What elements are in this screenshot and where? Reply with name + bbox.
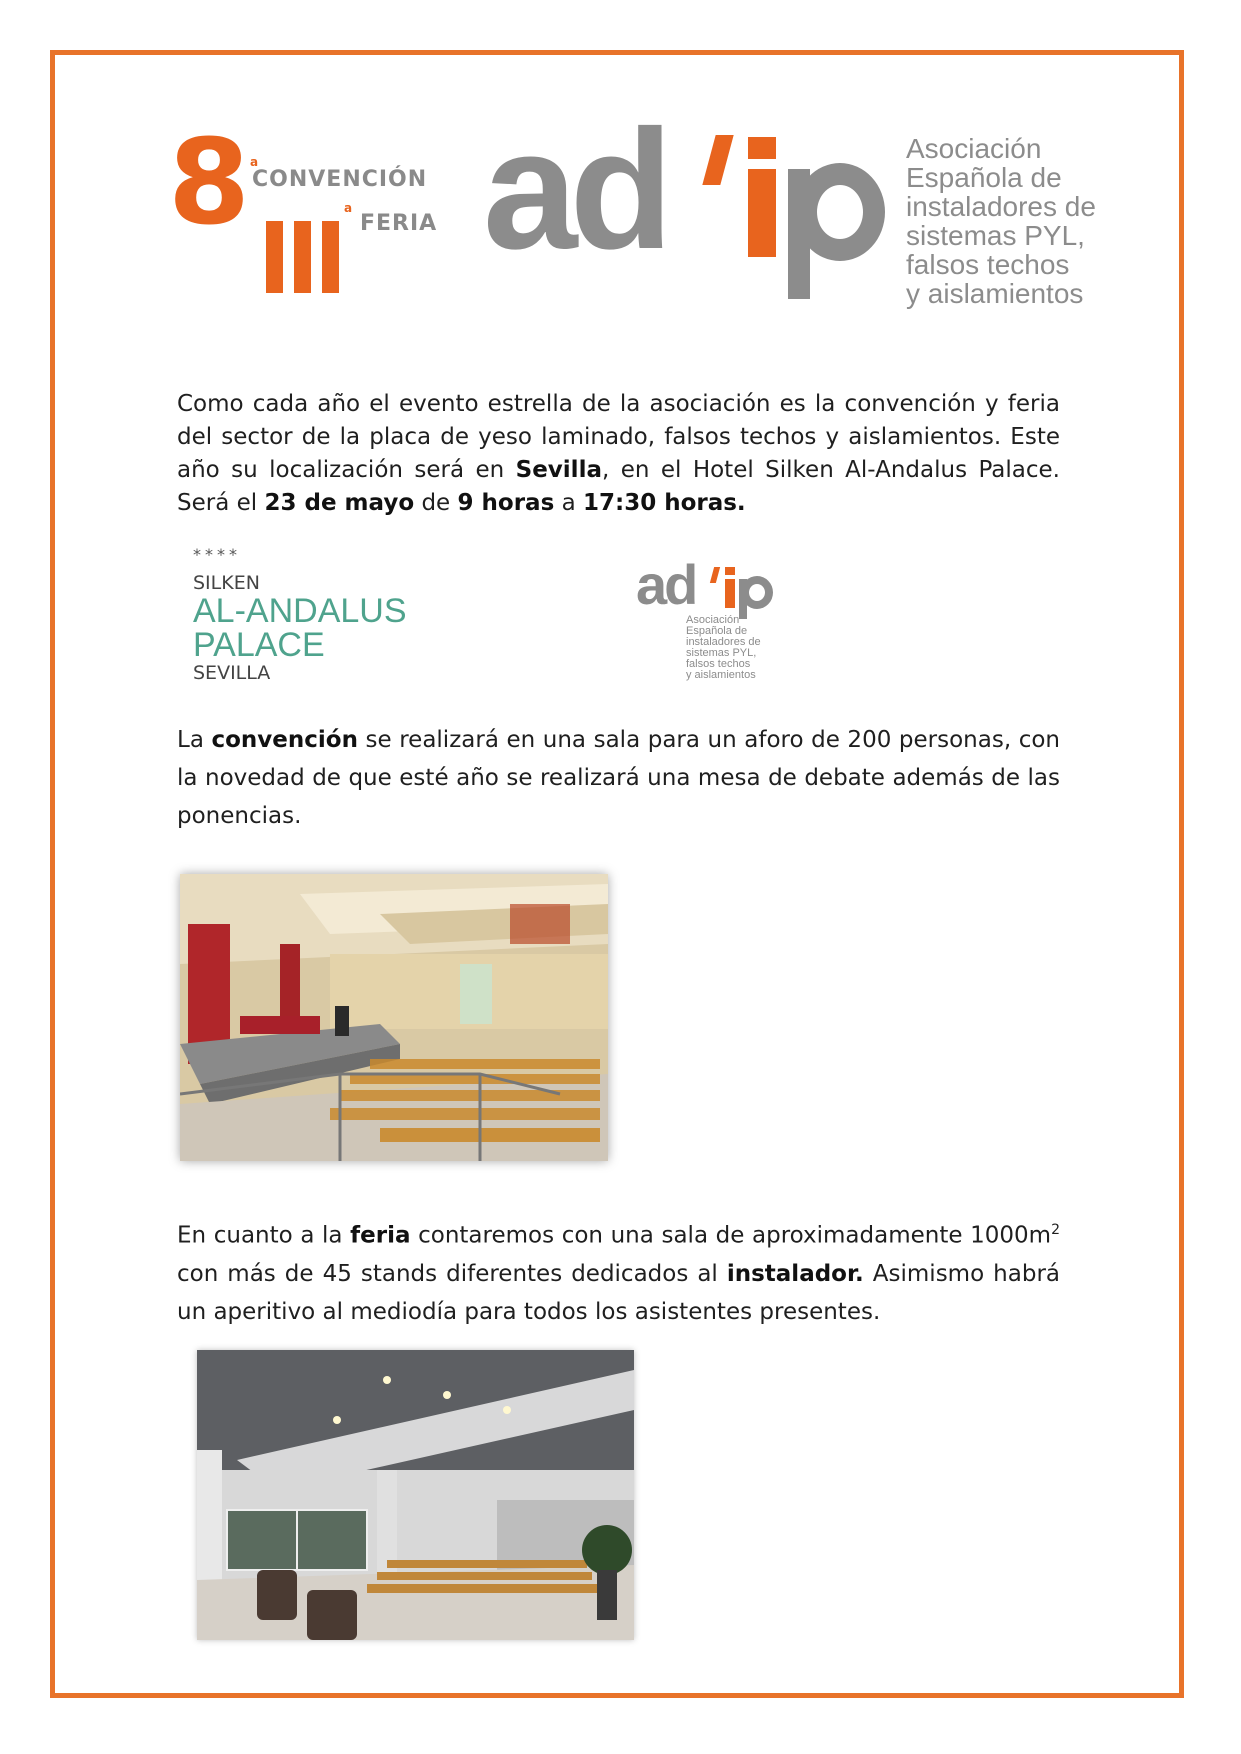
convention-paragraph xyxy=(177,721,1060,835)
text: En cuanto a la xyxy=(177,1222,351,1249)
start-time-bold: 9 horas xyxy=(457,490,555,516)
assoc-line: sistemas PYL, xyxy=(906,220,1085,251)
text: se realizará en una sala para un aforo de 200 personas, con la novedad de que esté año se realizará una mesa de debate además de las ponencias. xyxy=(177,727,1060,829)
adip-ad-letters: ad xyxy=(483,95,666,285)
convencion-bold: convención xyxy=(211,727,358,753)
date-bold: 23 de mayo xyxy=(264,490,415,516)
text: Asimismo habrá un aperitivo al mediodía para todos los asistentes presentes. xyxy=(177,1260,1060,1325)
adip-small-i-dot xyxy=(725,567,735,575)
hotel-stars: **** xyxy=(193,545,241,564)
assoc-line: instaladores de xyxy=(906,191,1096,222)
adip-logo-small xyxy=(636,553,816,687)
adip-p-bowl xyxy=(795,163,885,261)
silken-line: PALACE xyxy=(193,626,325,664)
superscript: 2 xyxy=(1051,1222,1060,1238)
logo-convencion-label: CONVENCIÓN xyxy=(252,167,428,192)
fair-paragraph xyxy=(177,1211,1060,1331)
silken-line: SEVILLA xyxy=(193,662,271,684)
city-bold: Sevilla xyxy=(515,457,602,483)
end-time-bold: 17:30 horas. xyxy=(582,490,746,516)
adip-i-stem xyxy=(748,169,776,257)
assoc-line: Española de xyxy=(906,162,1062,193)
adip-small-i-stem xyxy=(725,579,735,608)
logo-number: 8 xyxy=(168,113,251,251)
adip-association-text xyxy=(906,134,1096,308)
text: con más de 45 stands diferentes dedicados al xyxy=(177,1260,727,1287)
silken-line: SILKEN xyxy=(193,572,260,594)
assoc-line: falsos techos xyxy=(686,658,751,670)
adip-small-ad-letters: ad xyxy=(636,553,696,616)
instalador-bold: instalador. xyxy=(726,1260,864,1287)
adip-apostrophe xyxy=(702,135,733,185)
logo-feria-label: FERIA xyxy=(360,211,438,236)
silken-line: AL-ANDALUS xyxy=(193,592,407,630)
text: La xyxy=(177,727,212,753)
assoc-line: Asociación xyxy=(906,133,1042,164)
logo-ordinal-2: a xyxy=(344,201,353,215)
adip-logo xyxy=(483,95,893,305)
text: a xyxy=(554,490,583,516)
adip-small-association-text xyxy=(686,615,761,681)
text: Como cada año el evento estrella de la asociación es la convención y feria del sector de la placa de yeso laminado, falsos techos y aislamientos. Este año su localización será en xyxy=(177,391,1060,483)
assoc-line: sistemas PYL, xyxy=(686,647,757,659)
conference-room-photo xyxy=(180,874,608,1161)
assoc-line: y aislamientos xyxy=(906,278,1084,309)
adip-small-apostrophe xyxy=(710,567,720,583)
silken-hotel-logo xyxy=(193,545,453,695)
assoc-line: Española de xyxy=(686,625,748,637)
adip-small-p-bowl xyxy=(741,576,773,609)
adip-i-dot xyxy=(748,137,776,159)
assoc-line: falsos techos xyxy=(906,249,1070,280)
exhibition-hall-photo xyxy=(197,1350,634,1640)
text: de xyxy=(414,490,458,516)
assoc-line: instaladores de xyxy=(686,636,761,648)
text: contaremos con una sala de aproximadamente 1000m xyxy=(410,1222,1052,1249)
assoc-line: y aislamientos xyxy=(686,669,756,681)
text: , en el Hotel Silken Al-Andalus Palace. Será el xyxy=(177,457,1060,516)
feria-bold: feria xyxy=(350,1222,411,1249)
convencion-feria-logo xyxy=(168,113,458,300)
assoc-line: Asociación xyxy=(686,614,740,626)
logo-ordinal-1: a xyxy=(250,155,259,169)
intro-paragraph xyxy=(177,388,1060,520)
